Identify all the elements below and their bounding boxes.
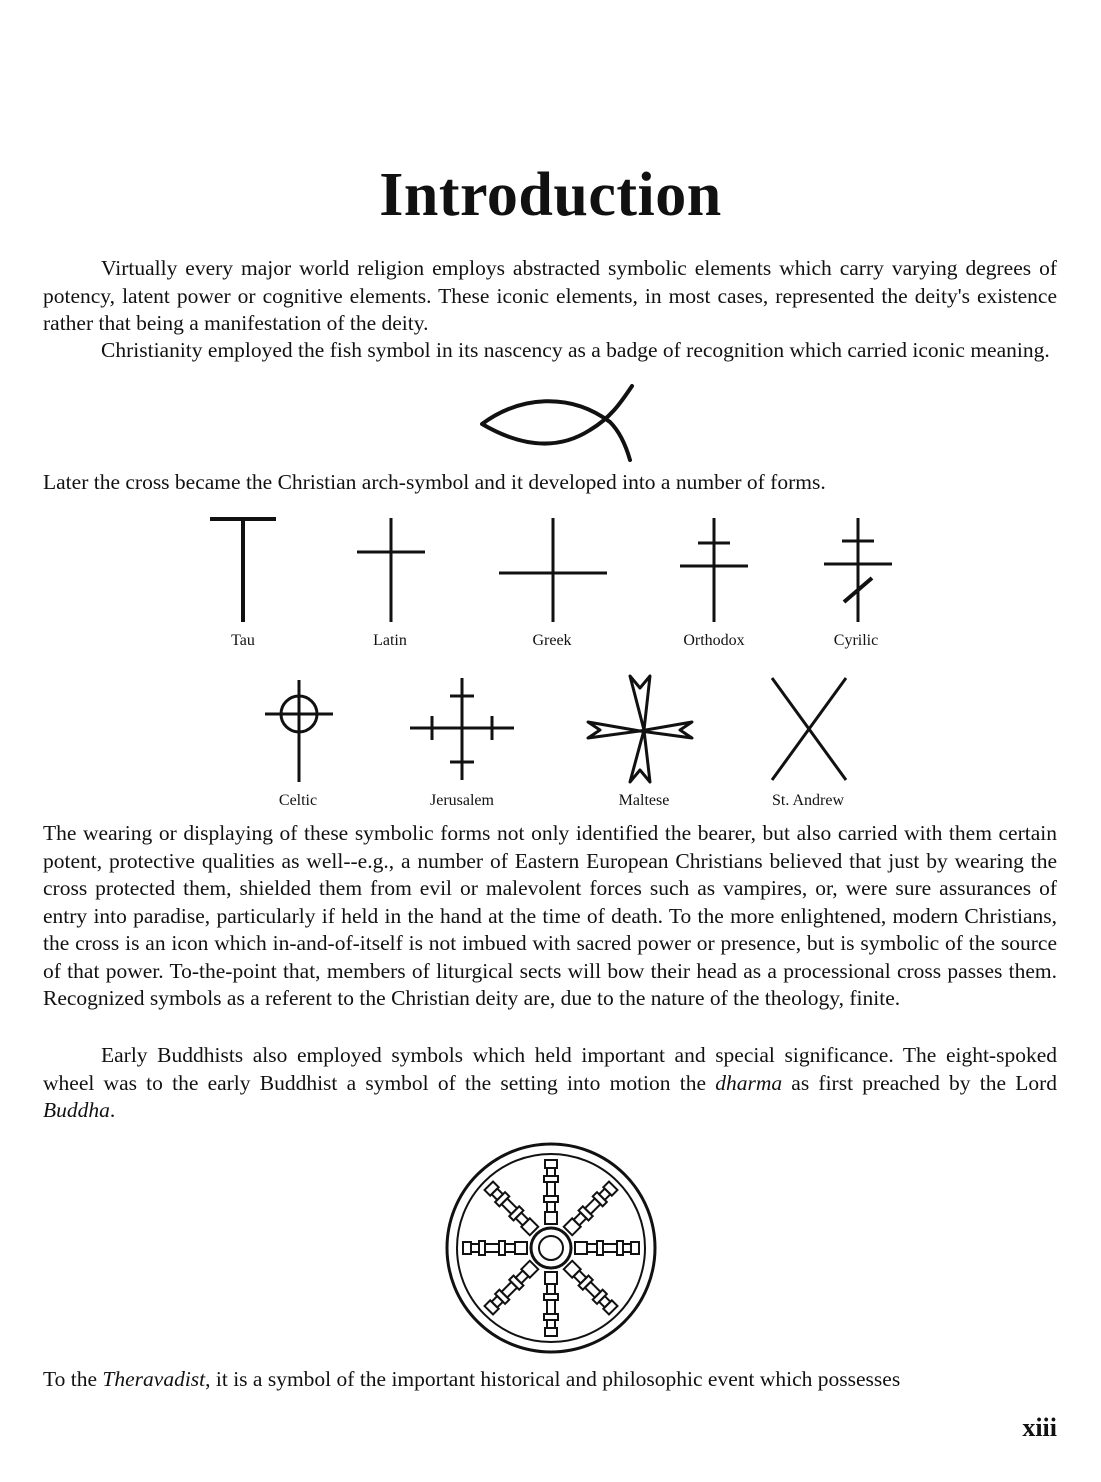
paragraph-fish: Christianity employed the fish symbol in its nascency as a badge of recognition which carried iconic meaning. bbox=[101, 338, 1050, 362]
label-latin: Latin bbox=[373, 632, 407, 649]
paragraph-theravadist bbox=[43, 1366, 1057, 1394]
greek-cross-icon bbox=[497, 516, 609, 624]
theravadist-text-1: To the bbox=[43, 1367, 103, 1391]
paragraph-buddhist bbox=[43, 1042, 1057, 1125]
buddhist-text-1: Early Buddhists also employed symbols which held important and special significance. The eight-spoked wheel was to the early Buddhist a symbol of the setting into motion the bbox=[43, 1043, 1057, 1095]
dharma-wheel-icon bbox=[443, 1140, 659, 1356]
orthodox-cross-icon bbox=[678, 516, 750, 624]
latin-cross-icon bbox=[355, 516, 427, 624]
celtic-cross-icon bbox=[263, 678, 335, 784]
label-maltese: Maltese bbox=[618, 792, 670, 809]
label-cyrilic: Cyrilic bbox=[833, 632, 879, 649]
label-tau: Tau bbox=[231, 632, 255, 649]
paragraph-intro: Virtually every major world religion employs abstracted symbolic elements which carry varying degrees of potency, latent power or cognitive elements. These iconic elements, in most cases, represented the deity's existence rather that being a manifestation of the deity. bbox=[43, 256, 1057, 335]
st-andrew-cross-icon bbox=[768, 676, 850, 782]
label-jerusalem: Jerusalem bbox=[430, 792, 494, 809]
paragraph-cross-forms: Later the cross became the Christian arch-symbol and it developed into a number of forms. bbox=[43, 470, 826, 494]
buddhist-text-2: as first preached by the Lord bbox=[782, 1070, 1057, 1095]
label-greek: Greek bbox=[532, 632, 572, 649]
label-celtic: Celtic bbox=[278, 792, 318, 809]
dharma-term: dharma bbox=[715, 1070, 783, 1095]
maltese-cross-icon bbox=[586, 674, 694, 786]
cyrilic-cross-icon bbox=[822, 516, 894, 624]
ichthys-fish-symbol bbox=[470, 384, 640, 462]
label-orthodox: Orthodox bbox=[683, 632, 745, 649]
theravadist-text-2: , it is a symbol of the important historical and philosophic event which possesses bbox=[205, 1367, 901, 1391]
tau-cross-icon bbox=[208, 516, 278, 624]
jerusalem-cross-icon bbox=[408, 676, 516, 782]
buddhist-text-3: . bbox=[109, 1098, 116, 1122]
page-number: xiii bbox=[1022, 1413, 1057, 1442]
theravadist-term: Theravadist bbox=[102, 1367, 206, 1391]
paragraph-protective-qualities: The wearing or displaying of these symbolic forms not only identified the bearer, but also carried with them certain potent, protective qualities as well--e.g., a number of Eastern European Christians believed that just by wearing the cross protected them, shielded them from evil or malevolent forces such as vampires, or, were sure assurances of entry into paradise, particularly if held in the hand at the time of death. To the more enlightened, modern Christians, the cross is an icon which in-and-of-itself is not imbued with sacred power or presence, but is symbolic of the source of that power. To-the-point that, members of liturgical sects will bow their head as a processional cross passes them. Recognized symbols as a referent to the Christian deity are, due to the nature of the theology, finite. bbox=[43, 821, 1057, 1010]
label-st-andrew: St. Andrew bbox=[772, 792, 844, 809]
buddha-term: Buddha bbox=[43, 1098, 110, 1122]
page-title: Introduction bbox=[379, 161, 722, 229]
